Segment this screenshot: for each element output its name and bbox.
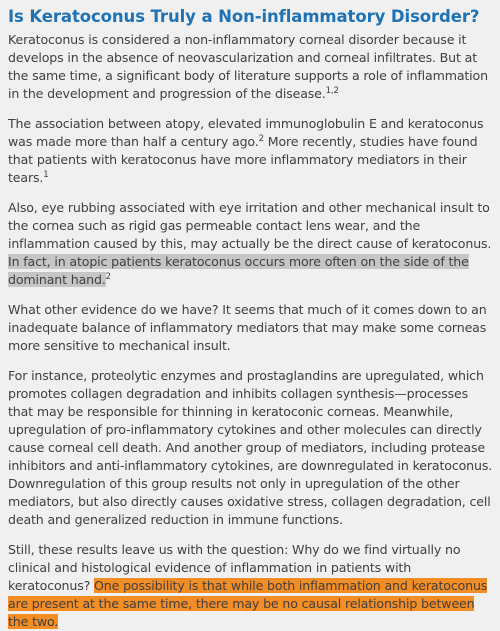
paragraph-2 [8,115,494,187]
paragraph-3-text: Also, eye rubbing associated with eye irritation and other mechanical insult to the cornea such as rigid gas permeable contact lens wear, and the inflammation caused by this, may actually be the direct cause of keratoconus. [8,200,492,251]
paragraph-1-text: Keratoconus is considered a non-inflammatory corneal disorder because it develops in the absence of neovascularization and corneal infiltrates. But at the same time, a significant body of literature supports a role of inflammation in the development and progression of the disease. [8,32,488,101]
citation-superscript: 2 [258,134,264,144]
paragraph-6 [8,541,494,631]
paragraph-2-text-a: The association between atopy, elevated immunoglobulin E and keratoconus was made more than half a century ago. [8,116,484,149]
paragraph-3 [8,199,494,289]
gray-highlighted-sentence: In fact, in atopic patients keratoconus occurs more often on the side of the dominant hand. [8,254,469,287]
paragraph-6-text: Still, these results leave us with the question: Why do we find virtually no clinical and histological evidence of inflammation in patients with keratoconus? [8,542,461,593]
article-title: Is Keratoconus Truly a Non-inflammatory Disorder? [8,7,480,26]
paragraph-4 [8,301,494,355]
paragraph-2-text-b: More recently, studies have found that patients with keratoconus have more inflammatory mediators in their tears. [8,134,478,185]
paragraph-1 [8,31,494,103]
paragraph-5 [8,367,494,529]
citation-superscript: 1 [43,170,49,180]
paragraph-4-text: What other evidence do we have? It seems that much of it comes down to an inadequate balance of inflammatory mediators that may make some corneas more sensitive to mechanical insult. [8,302,487,353]
citation-superscript: 2 [105,272,111,282]
paragraph-5-text: For instance, proteolytic enzymes and prostaglandins are upregulated, which promotes collagen degradation and inhibits collagen synthesis—processes that may be responsible for thinning in keratoconic corneas. Meanwhile, upregulation of pro-inflammatory cytokines and other molecules can directly cause corneal cell death. And another group of mediators, including protease inhibitors and anti-inflammatory cytokines, are downregulated in keratoconus. Downregulation of this group results not only in upregulation of the other mediators, but also directly causes oxidative stress, collagen degradation, cell death and generalized reduction in immune functions. [8,368,493,527]
citation-superscript: 1,2 [325,86,339,96]
orange-highlighted-sentence: One possibility is that while both inflammation and keratoconus are present at the same time, there may be no causal relationship between the two. [8,578,488,629]
